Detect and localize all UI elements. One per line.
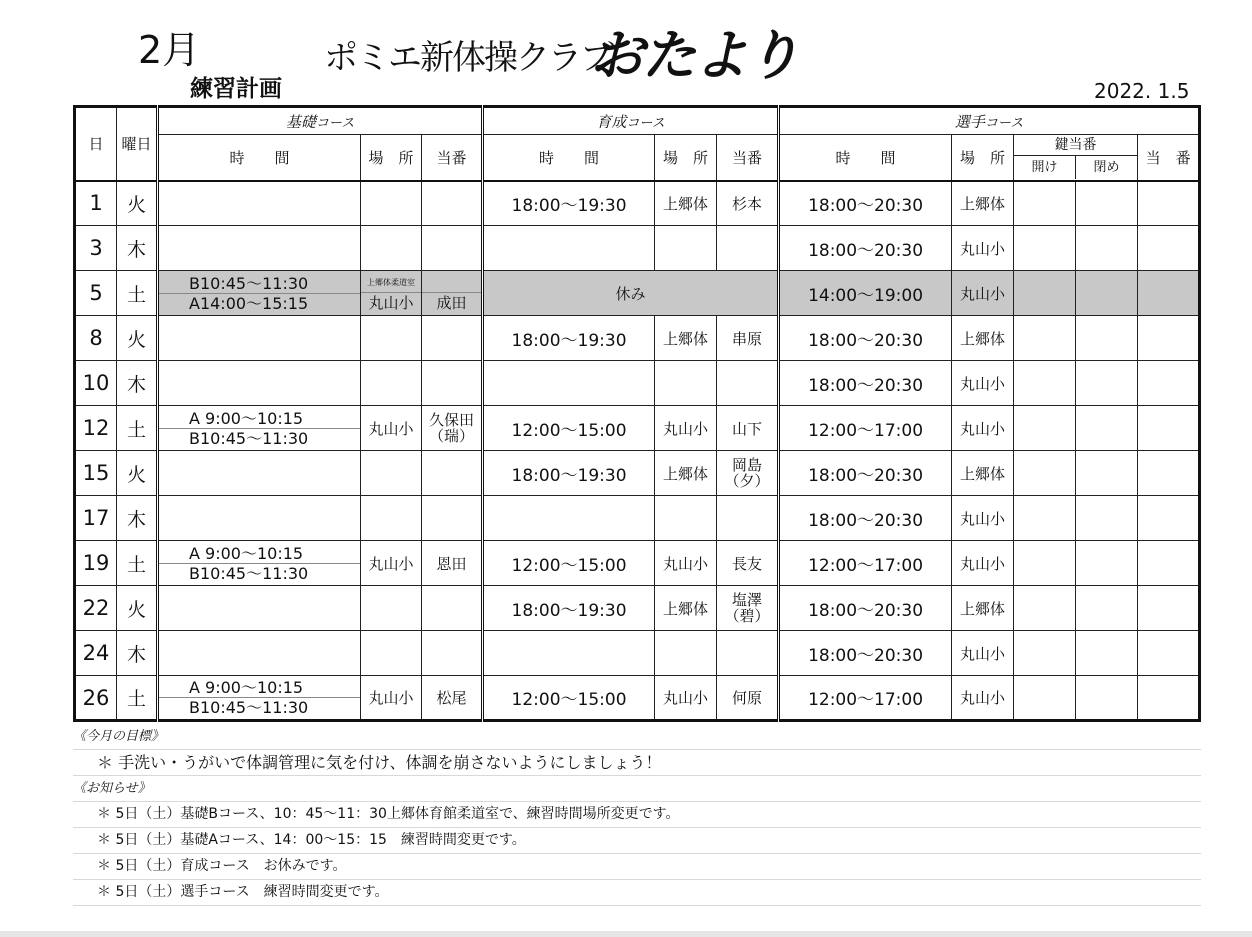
senshu-time: 18:00〜20:30 [779,631,952,676]
key-close-cell [1076,541,1138,586]
key-open-cell [1014,271,1076,316]
senshu-time: 18:00〜20:30 [779,496,952,541]
kiso-time-line2: B10:45〜11:30 [159,563,360,583]
key-open-label: 開け [1014,156,1076,179]
senshu-duty-cell [1138,586,1200,631]
ikusei-place [655,226,717,271]
row-day: 24 [75,631,117,676]
kiso-duty [422,271,483,316]
kiso-time [158,181,361,226]
kiso-duty: 松尾 [422,676,483,721]
senshu-place: 丸山小 [952,541,1014,586]
table-row [75,406,1200,451]
col-day: 日 [75,107,117,181]
ikusei-place: 丸山小 [655,541,717,586]
table-row [75,361,1200,406]
senshu-place: 丸山小 [952,676,1014,721]
kiso-course-name: 基礎 [285,112,316,131]
senshu-time: 18:00〜20:30 [779,361,952,406]
ikusei-place [655,496,717,541]
kiso-time [158,586,361,631]
row-weekday: 火 [117,316,158,361]
senshu-duty-cell [1138,451,1200,496]
kiso-duty [422,226,483,271]
ikusei-time [483,361,655,406]
senshu-duty-header: 当 番 [1138,135,1200,181]
key-close-cell [1076,676,1138,721]
newsletter-header [0,0,1252,104]
key-close-label: 閉め [1093,160,1120,176]
kiso-place [361,496,422,541]
row-day: 1 [75,181,117,226]
ikusei-time: 12:00〜15:00 [483,541,655,586]
senshu-place: 上郷体 [952,586,1014,631]
senshu-place: 丸山小 [952,631,1014,676]
row-weekday: 土 [117,541,158,586]
key-close-cell [1076,316,1138,361]
ikusei-place: 上郷体 [655,181,717,226]
table-row [75,226,1200,271]
ikusei-duty: 長友 [717,541,779,586]
senshu-place: 丸山小 [952,496,1014,541]
key-open-cell [1014,631,1076,676]
senshu-time: 18:00〜20:30 [779,316,952,361]
row-day: 10 [75,361,117,406]
monthly-goal: ＊ 手洗い・うがいで体調管理に気を付け、体調を崩さないようにしましょう！ [73,750,1201,776]
ikusei-place: 上郷体 [655,316,717,361]
kiso-place [361,586,422,631]
key-open-cell [1014,406,1076,451]
row-weekday: 火 [117,451,158,496]
plan-label: 練習計画 [190,76,282,102]
info-item: ＊ 5日（土）基礎Bコース、10：45〜11：30上郷体育館柔道室で、練習時間場所変更です。 [73,802,1201,828]
kiso-place [361,361,422,406]
ikusei-time [483,496,655,541]
kiso-place [361,631,422,676]
ikusei-course-suffix: コース [626,115,665,131]
table-row [75,271,1200,316]
row-weekday: 木 [117,496,158,541]
ikusei-time: 18:00〜19:30 [483,586,655,631]
ikusei-duty [717,226,779,271]
kiso-time [158,451,361,496]
ikusei-place: 上郷体 [655,586,717,631]
key-open-cell [1014,586,1076,631]
kiso-time-line1: B10:45〜11:30 [189,273,309,293]
ikusei-time: 18:00〜19:30 [483,316,655,361]
ikusei-duty [717,361,779,406]
senshu-place: 丸山小 [952,406,1014,451]
senshu-duty-cell [1138,271,1200,316]
ikusei-duty: 串原 [717,316,779,361]
senshu-time: 18:00〜20:30 [779,451,952,496]
ikusei-place: 丸山小 [655,406,717,451]
key-close-cell [1076,271,1138,316]
senshu-place: 上郷体 [952,451,1014,496]
kiso-place: 丸山小 [361,406,422,451]
ikusei-place: 丸山小 [655,676,717,721]
info-heading: 《お知らせ》 [73,776,1201,802]
kiso-duty: 恩田 [422,541,483,586]
kiso-time-line2: B10:45〜11:30 [159,428,360,448]
notes-section [73,724,1201,906]
key-open-cell [1014,181,1076,226]
kiso-time-line2: A14:00〜15:15 [159,293,360,313]
ikusei-closed-cell: 休み [483,271,779,316]
senshu-course-header [779,107,1200,135]
ikusei-duty [717,631,779,676]
kiso-time [158,631,361,676]
senshu-place: 丸山小 [952,271,1014,316]
kiso-time [158,271,361,316]
ikusei-duty: 何原 [717,676,779,721]
kiso-place-header: 場 所 [361,135,422,181]
row-day: 26 [75,676,117,721]
key-open-cell [1014,316,1076,361]
ikusei-time: 18:00〜19:30 [483,181,655,226]
senshu-duty-cell [1138,316,1200,361]
key-open-cell [1014,451,1076,496]
kiso-time [158,406,361,451]
schedule-table [73,105,1201,722]
goal-heading: 《今月の目標》 [73,724,1201,750]
key-close-cell [1076,226,1138,271]
kiso-duty [422,406,483,451]
kiso-duty [422,586,483,631]
kiso-duty [422,316,483,361]
kiso-duty [422,631,483,676]
senshu-duty-cell [1138,496,1200,541]
senshu-place: 上郷体 [952,181,1014,226]
senshu-duty-cell [1138,181,1200,226]
key-duty-label: 鍵当番 [1014,135,1137,156]
ikusei-place-header: 場 所 [655,135,717,181]
ikusei-time: 12:00〜15:00 [483,676,655,721]
row-day: 22 [75,586,117,631]
ikusei-place [655,361,717,406]
kiso-place [361,271,422,316]
ikusei-course-name: 育成 [596,112,627,131]
key-close-cell [1076,406,1138,451]
club-name: ポミエ新体操クラブ [324,38,612,78]
key-open-cell [1014,676,1076,721]
newsletter-title: おたより [590,24,798,87]
row-weekday: 土 [117,406,158,451]
ikusei-duty-line2: （碧） [724,607,770,625]
kiso-course-header [158,107,483,135]
kiso-duty-header: 当番 [422,135,483,181]
senshu-place: 上郷体 [952,316,1014,361]
senshu-time-header: 時 間 [779,135,952,181]
kiso-place [361,226,422,271]
kiso-place: 丸山小 [361,676,422,721]
senshu-duty-cell [1138,631,1200,676]
kiso-duty-main: 成田 [422,292,481,314]
kiso-place-small: 上郷体柔道室 [367,277,415,287]
table-row [75,451,1200,496]
senshu-duty-cell [1138,361,1200,406]
key-open-cell [1014,541,1076,586]
ikusei-time [483,631,655,676]
key-open-cell [1014,226,1076,271]
table-row [75,586,1200,631]
ikusei-duty-header: 当番 [717,135,779,181]
key-open-cell [1014,361,1076,406]
kiso-time [158,676,361,721]
senshu-time: 12:00〜17:00 [779,406,952,451]
table-row [75,541,1200,586]
row-day: 17 [75,496,117,541]
row-weekday: 木 [117,361,158,406]
ikusei-course-header [483,107,779,135]
key-close-cell [1076,631,1138,676]
kiso-time-line1: A 9:00〜10:15 [189,543,304,563]
ikusei-place [655,631,717,676]
kiso-duty [422,451,483,496]
key-close-cell [1076,496,1138,541]
senshu-course-name: 選手 [954,112,985,131]
kiso-place: 丸山小 [361,541,422,586]
kiso-place-main: 丸山小 [361,292,421,314]
ikusei-time: 12:00〜15:00 [483,406,655,451]
table-row [75,181,1200,226]
row-day: 19 [75,541,117,586]
row-weekday: 木 [117,631,158,676]
table-row [75,316,1200,361]
senshu-place: 丸山小 [952,361,1014,406]
table-row [75,496,1200,541]
kiso-duty [422,496,483,541]
senshu-duty-cell [1138,676,1200,721]
kiso-course-suffix: コース [315,115,355,131]
senshu-course-suffix: コース [984,115,1024,131]
kiso-time [158,361,361,406]
table-row [75,631,1200,676]
senshu-time: 12:00〜17:00 [779,541,952,586]
kiso-duty [422,181,483,226]
col-weekday: 曜日 [117,107,158,181]
senshu-time: 18:00〜20:30 [779,586,952,631]
ikusei-duty [717,586,779,631]
kiso-place [361,181,422,226]
row-weekday: 土 [117,676,158,721]
kiso-time [158,316,361,361]
kiso-time [158,496,361,541]
senshu-time: 18:00〜20:30 [779,226,952,271]
info-item: ＊ 5日（土）育成コース お休みです。 [73,854,1201,880]
ikusei-duty-line1: 岡島 [732,456,763,474]
kiso-duty [422,361,483,406]
senshu-place-header: 場 所 [952,135,1014,181]
kiso-time-header: 時 間 [158,135,361,181]
row-weekday: 火 [117,586,158,631]
senshu-place: 丸山小 [952,226,1014,271]
table-row [75,676,1200,721]
ikusei-duty [717,496,779,541]
month-label: 2月 [138,28,201,72]
senshu-time: 12:00〜17:00 [779,676,952,721]
kiso-time [158,226,361,271]
senshu-time: 14:00〜19:00 [779,271,952,316]
kiso-duty-line1: 久保田 [429,411,475,429]
row-day: 12 [75,406,117,451]
senshu-duty-cell [1138,226,1200,271]
ikusei-place: 上郷体 [655,451,717,496]
senshu-duty-cell [1138,541,1200,586]
ikusei-time-header: 時 間 [483,135,655,181]
senshu-duty-cell [1138,406,1200,451]
row-weekday: 土 [117,271,158,316]
issue-date: 2022. 1.5 [1094,79,1190,103]
row-weekday: 火 [117,181,158,226]
row-day: 3 [75,226,117,271]
ikusei-duty: 山下 [717,406,779,451]
kiso-time-line1: A 9:00〜10:15 [189,678,304,697]
ikusei-time [483,226,655,271]
kiso-time-line1: A 9:00〜10:15 [189,408,304,428]
row-weekday: 木 [117,226,158,271]
key-close-cell [1076,451,1138,496]
kiso-duty-line2: （瑞） [429,427,475,445]
row-day: 5 [75,271,117,316]
ikusei-duty: 杉本 [717,181,779,226]
ikusei-time: 18:00〜19:30 [483,451,655,496]
kiso-time-line2: B10:45〜11:30 [159,697,360,717]
bottom-edge [0,931,1252,937]
key-duty-header [1014,135,1138,181]
ikusei-duty [717,451,779,496]
key-close-cell [1076,181,1138,226]
info-item: ＊ 5日（土）選手コース 練習時間変更です。 [73,880,1201,906]
row-day: 15 [75,451,117,496]
key-close-cell [1076,361,1138,406]
row-day: 8 [75,316,117,361]
kiso-place [361,316,422,361]
ikusei-duty-line1: 塩澤 [732,591,763,609]
ikusei-duty-line2: （夕） [724,472,770,490]
kiso-time [158,541,361,586]
info-item: ＊ 5日（土）基礎Aコース、14：00〜15：15 練習時間変更です。 [73,828,1201,854]
kiso-place [361,451,422,496]
senshu-time: 18:00〜20:30 [779,181,952,226]
key-close-cell [1076,586,1138,631]
key-open-cell [1014,496,1076,541]
